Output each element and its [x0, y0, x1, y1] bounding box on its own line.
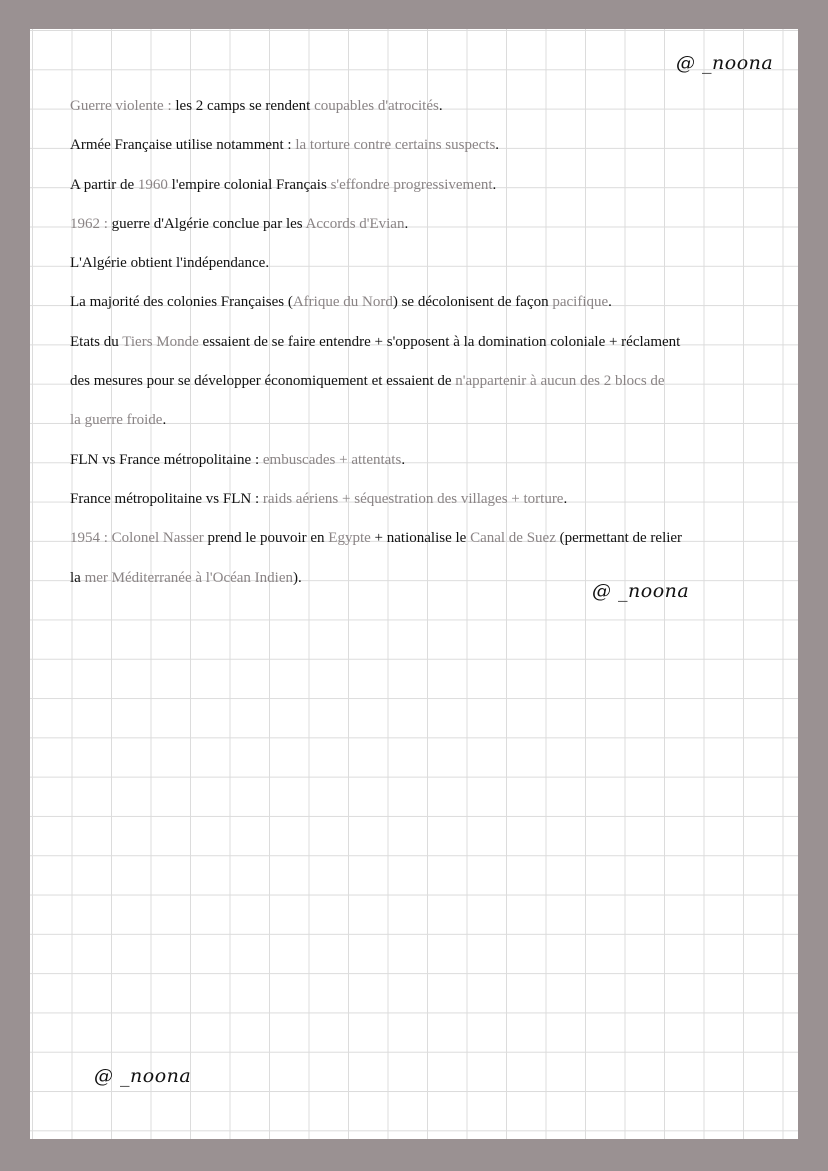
note-text: .: [401, 451, 406, 468]
note-text: les 2 camps se rendent: [175, 98, 315, 114]
note-text: .: [404, 215, 409, 232]
highlighted-text: Canal de Suez: [470, 530, 556, 547]
note-line: [70, 328, 790, 367]
note-text: (permettant de relier: [555, 530, 683, 547]
note-text: Etats du: [70, 333, 123, 350]
highlighted-text: Tiers Monde: [122, 333, 199, 350]
signature-top: @ _noona: [676, 52, 774, 74]
note-text: La majorité des colonies Françaises (: [70, 294, 293, 311]
note-line: [70, 485, 790, 524]
signature-middle: @ _noona: [592, 580, 690, 602]
note-text: la: [70, 569, 85, 586]
note-line: [70, 131, 790, 170]
note-text: L'Algérie obtient l'indépendance.: [70, 255, 270, 272]
highlighted-text: s'effondre progressivement: [330, 176, 493, 193]
note-line: [70, 92, 790, 131]
highlighted-text: embuscades + attentats: [262, 451, 402, 468]
note-line: [70, 406, 790, 445]
highlighted-text: Afrique du Nord: [292, 294, 393, 311]
note-text: .: [563, 490, 568, 507]
note-text: .: [492, 176, 497, 193]
highlighted-text: Guerre violente :: [70, 98, 176, 114]
note-text: guerre d'Algérie conclue par les: [111, 215, 306, 232]
note-line: [70, 367, 790, 406]
note-text: l'empire colonial Français: [167, 176, 331, 193]
note-text: .: [438, 98, 443, 114]
note-text: .: [162, 412, 167, 429]
note-text: + nationalise le: [370, 530, 471, 547]
highlighted-text: la guerre froide: [70, 412, 163, 429]
highlighted-text: 1962 :: [70, 215, 112, 232]
note-text: .: [608, 294, 612, 311]
note-text: FLN vs France métropolitaine :: [70, 451, 263, 468]
note-line: [70, 524, 790, 563]
notes-body: [70, 92, 790, 603]
note-line: [70, 210, 790, 249]
highlighted-text: 1960: [137, 176, 168, 193]
note-text: ) se décolonisent de façon: [392, 294, 553, 311]
note-line: [70, 446, 790, 485]
note-text: France métropolitaine vs FLN :: [70, 490, 263, 507]
note-text: prend le pouvoir en: [203, 530, 329, 547]
highlighted-text: 1954 : Colonel Nasser: [70, 530, 204, 547]
highlighted-text: Egypte: [328, 530, 371, 547]
note-text: des mesures pour se développer économiquement et essaient de: [70, 373, 456, 390]
highlighted-text: raids aériens + séquestration des villages + torture: [262, 490, 564, 507]
signature-bottom: @ _noona: [94, 1065, 192, 1087]
note-line: [70, 288, 790, 327]
highlighted-text: n'appartenir à aucun des 2 blocs de: [455, 373, 665, 390]
note-text: essaient de se faire entendre + s'opposent à la domination coloniale + réclament: [198, 333, 681, 350]
highlighted-text: coupables d'atrocités: [314, 98, 439, 114]
note-line: [70, 249, 790, 288]
highlighted-text: mer Méditerranée à l'Océan Indien: [84, 569, 294, 586]
notebook-page: [30, 29, 798, 1139]
note-line: [70, 171, 790, 210]
note-text: .: [495, 137, 500, 154]
highlighted-text: la torture contre certains suspects: [295, 137, 496, 154]
highlighted-text: pacifique: [552, 294, 609, 311]
note-text: Armée Française utilise notamment :: [70, 137, 296, 154]
highlighted-text: Accords d'Evian: [305, 215, 405, 232]
note-text: A partir de: [70, 176, 138, 193]
note-text: ).: [293, 569, 302, 586]
